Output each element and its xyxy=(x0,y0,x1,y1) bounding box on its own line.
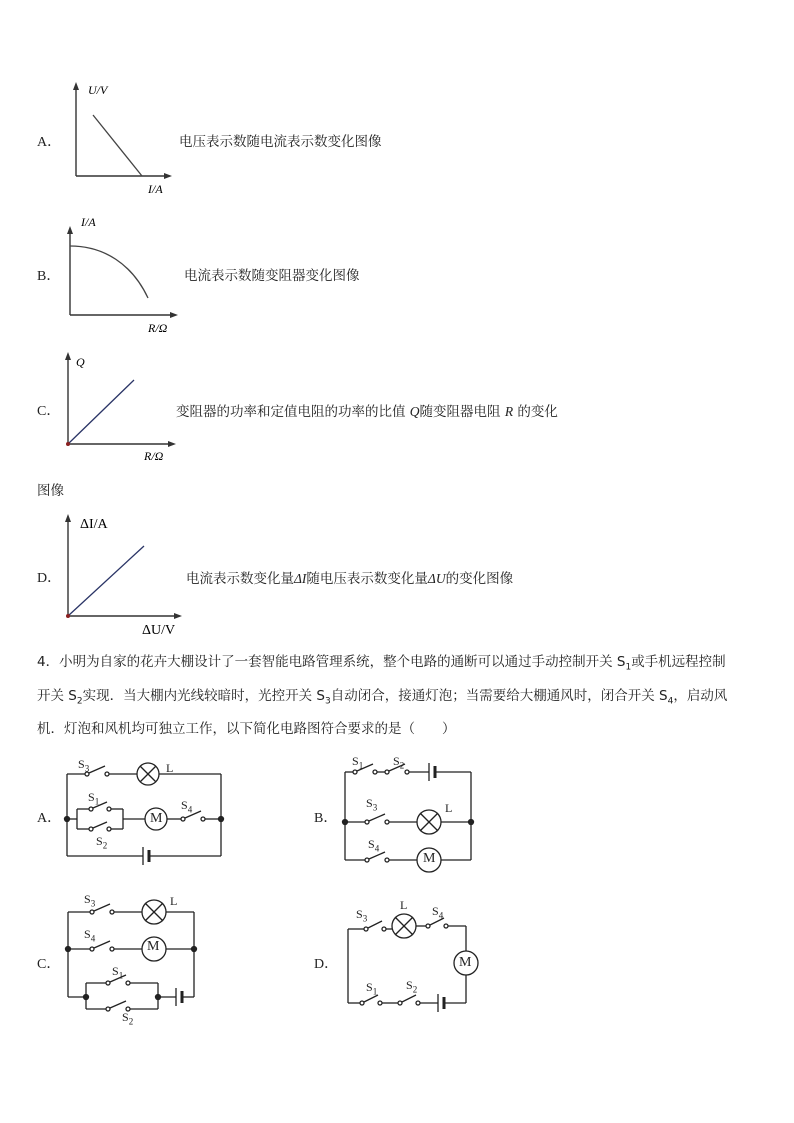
label-s1-sub: 1 xyxy=(372,986,378,997)
question-4-line-2-pre: 开关 S xyxy=(37,687,77,704)
switch-s2-blade xyxy=(402,995,416,1002)
label-s4-sub: 4 xyxy=(90,933,96,944)
graph-d-y-arrow xyxy=(65,514,71,522)
junction xyxy=(84,995,89,1000)
option-d-desc-di: ΔI xyxy=(294,571,307,586)
graph-b-y-arrow xyxy=(67,226,73,234)
label-s3-sub: 3 xyxy=(84,763,90,774)
label-m: M xyxy=(150,811,163,826)
option-c-description xyxy=(176,400,558,420)
graph-a-x-arrow xyxy=(164,173,172,179)
switch-s4-blade xyxy=(94,941,110,948)
sub-3: 3 xyxy=(324,696,331,707)
switch-s3-blade xyxy=(94,904,110,911)
option-d-desc-pre: 电流表示数变化量 xyxy=(186,571,294,587)
junction xyxy=(343,820,348,825)
option-c-desc-r: R xyxy=(504,404,514,419)
option-c-description-continued: 图像 xyxy=(37,483,64,499)
label-s3-sub: 3 xyxy=(372,802,378,813)
label-l: L xyxy=(166,761,174,775)
label-s3: S xyxy=(84,892,91,906)
graph-b-y-label: I/A xyxy=(81,215,96,229)
graph-a-y-label: U/V xyxy=(88,83,108,97)
label-s2-sub: 2 xyxy=(128,1016,134,1027)
label-l: L xyxy=(400,898,408,912)
graph-d-origin xyxy=(66,614,70,618)
label-s1-sub: 1 xyxy=(358,760,364,771)
label-s4: S xyxy=(84,927,91,941)
label-s3: S xyxy=(356,907,363,921)
graph-a-x-label: I/A xyxy=(148,182,163,196)
question-4-number: 4． xyxy=(37,654,60,670)
lamp-l xyxy=(142,900,166,924)
graph-d-y-label: ΔI/A xyxy=(80,517,108,532)
label-s2-sub: 2 xyxy=(102,840,108,851)
label-s4: S xyxy=(368,837,375,851)
option-c-label: C． xyxy=(37,404,61,419)
option-c-desc-mid: 随变阻器电阻 xyxy=(419,404,505,420)
label-s4: S xyxy=(432,904,439,918)
graph-b xyxy=(64,212,184,338)
graph-c-x-label: R/Ω xyxy=(144,449,164,463)
question-4-line-1-post: 或手机远程控制 xyxy=(631,654,726,670)
label-s1: S xyxy=(112,964,119,978)
switch-s3-contact xyxy=(105,772,109,776)
option-d-description xyxy=(186,567,513,587)
circuit-a-label: A． xyxy=(37,811,62,826)
label-s3: S xyxy=(78,757,85,771)
option-c-desc-post: 的变化 xyxy=(513,404,558,420)
label-s2-sub: 2 xyxy=(412,984,418,995)
label-s3-sub: 3 xyxy=(362,913,368,924)
switch-s3-blade xyxy=(369,814,385,821)
question-4-line-2-mid1: 实现．当大棚内光线较暗时，光控开关 S xyxy=(82,687,325,704)
graph-c-x-arrow xyxy=(168,441,176,447)
junction xyxy=(66,947,71,952)
sub-1: 1 xyxy=(625,662,632,673)
label-s1: S xyxy=(366,980,373,994)
circuit-b-label: B． xyxy=(314,811,338,826)
question-4-line-2-mid2: 自动闭合，接通灯泡；当需要给大棚通风时，闭合开关 S xyxy=(330,687,668,704)
lamp-l xyxy=(137,763,159,785)
question-4-line-1 xyxy=(37,648,762,682)
switch-s3-blade xyxy=(368,921,382,928)
option-d-desc-du: ΔU xyxy=(427,571,446,586)
graph-c-y-label: Q xyxy=(76,355,85,369)
graph-c-y-arrow xyxy=(65,352,71,360)
label-s1: S xyxy=(88,790,95,804)
graph-b-x-label: R/Ω xyxy=(148,321,168,335)
option-b-description: 电流表示数随变阻器变化图像 xyxy=(184,268,360,284)
label-m: M xyxy=(147,939,160,954)
label-s1-sub: 1 xyxy=(94,796,100,807)
graph-d-x-label: ΔU/V xyxy=(142,623,176,638)
label-s1-sub: 1 xyxy=(118,970,124,981)
sub-2: 2 xyxy=(76,696,83,707)
label-s3-sub: 3 xyxy=(90,898,96,909)
sub-4: 4 xyxy=(667,696,674,707)
label-s2: S xyxy=(122,1010,129,1024)
circuit-c-label: C． xyxy=(37,957,61,972)
label-l: L xyxy=(170,894,178,908)
label-s1: S xyxy=(352,754,359,768)
switch-s2-blade xyxy=(93,822,107,828)
switch-s2-blade xyxy=(110,1001,126,1008)
label-s3: S xyxy=(366,796,373,810)
option-c-desc-pre: 变阻器的功率和定值电阻的功率的比值 xyxy=(176,404,410,420)
graph-d xyxy=(62,512,192,642)
label-s2: S xyxy=(393,754,400,768)
graph-d-x-arrow xyxy=(174,613,182,619)
junction xyxy=(156,995,161,1000)
lamp-l xyxy=(417,810,441,834)
option-c-desc-q: Q xyxy=(409,404,420,419)
graph-c xyxy=(62,350,182,468)
graph-c-origin xyxy=(66,442,70,446)
graph-a-curve xyxy=(93,115,142,176)
option-d-desc-post: 的变化图像 xyxy=(445,571,514,587)
switch-s3-blade xyxy=(89,766,105,773)
label-s2-sub: 2 xyxy=(399,760,405,771)
label-l: L xyxy=(445,801,453,815)
junction xyxy=(469,820,474,825)
question-4-line-1-pre: 小明为自家的花卉大棚设计了一套智能电路管理系统，整个电路的通断可以通过手动控制开关 S xyxy=(59,654,626,670)
graph-d-curve xyxy=(68,546,144,616)
circuit-d-label: D． xyxy=(314,957,339,972)
label-s4-sub: 4 xyxy=(187,804,193,815)
graph-a xyxy=(68,80,178,198)
label-s2: S xyxy=(96,834,103,848)
question-4-text xyxy=(37,648,762,743)
label-s2: S xyxy=(406,978,413,992)
junction xyxy=(192,947,197,952)
question-4-line-2 xyxy=(37,682,762,716)
option-a-description: 电压表示数随电流表示数变化图像 xyxy=(179,134,382,150)
option-d-desc-mid: 随电压表示数变化量 xyxy=(306,571,428,587)
lamp-l xyxy=(392,914,416,938)
option-a-label: A． xyxy=(37,135,62,150)
label-m: M xyxy=(459,955,472,970)
question-4-line-3: 机．灯泡和风机均可独立工作，以下简化电路图符合要求的是（ ） xyxy=(37,721,456,738)
label-m: M xyxy=(423,851,436,866)
graph-b-curve xyxy=(70,246,148,298)
circuit-c xyxy=(58,897,208,1022)
question-4-line-2-post: ，启动风 xyxy=(673,687,728,704)
label-s4-sub: 4 xyxy=(438,910,444,921)
option-d-label: D． xyxy=(37,571,62,586)
graph-b-x-arrow xyxy=(170,312,178,318)
label-s4-sub: 4 xyxy=(374,843,380,854)
graph-c-curve xyxy=(68,380,134,444)
label-s4: S xyxy=(181,798,188,812)
option-b-label: B． xyxy=(37,269,61,284)
graph-a-y-arrow xyxy=(73,82,79,90)
